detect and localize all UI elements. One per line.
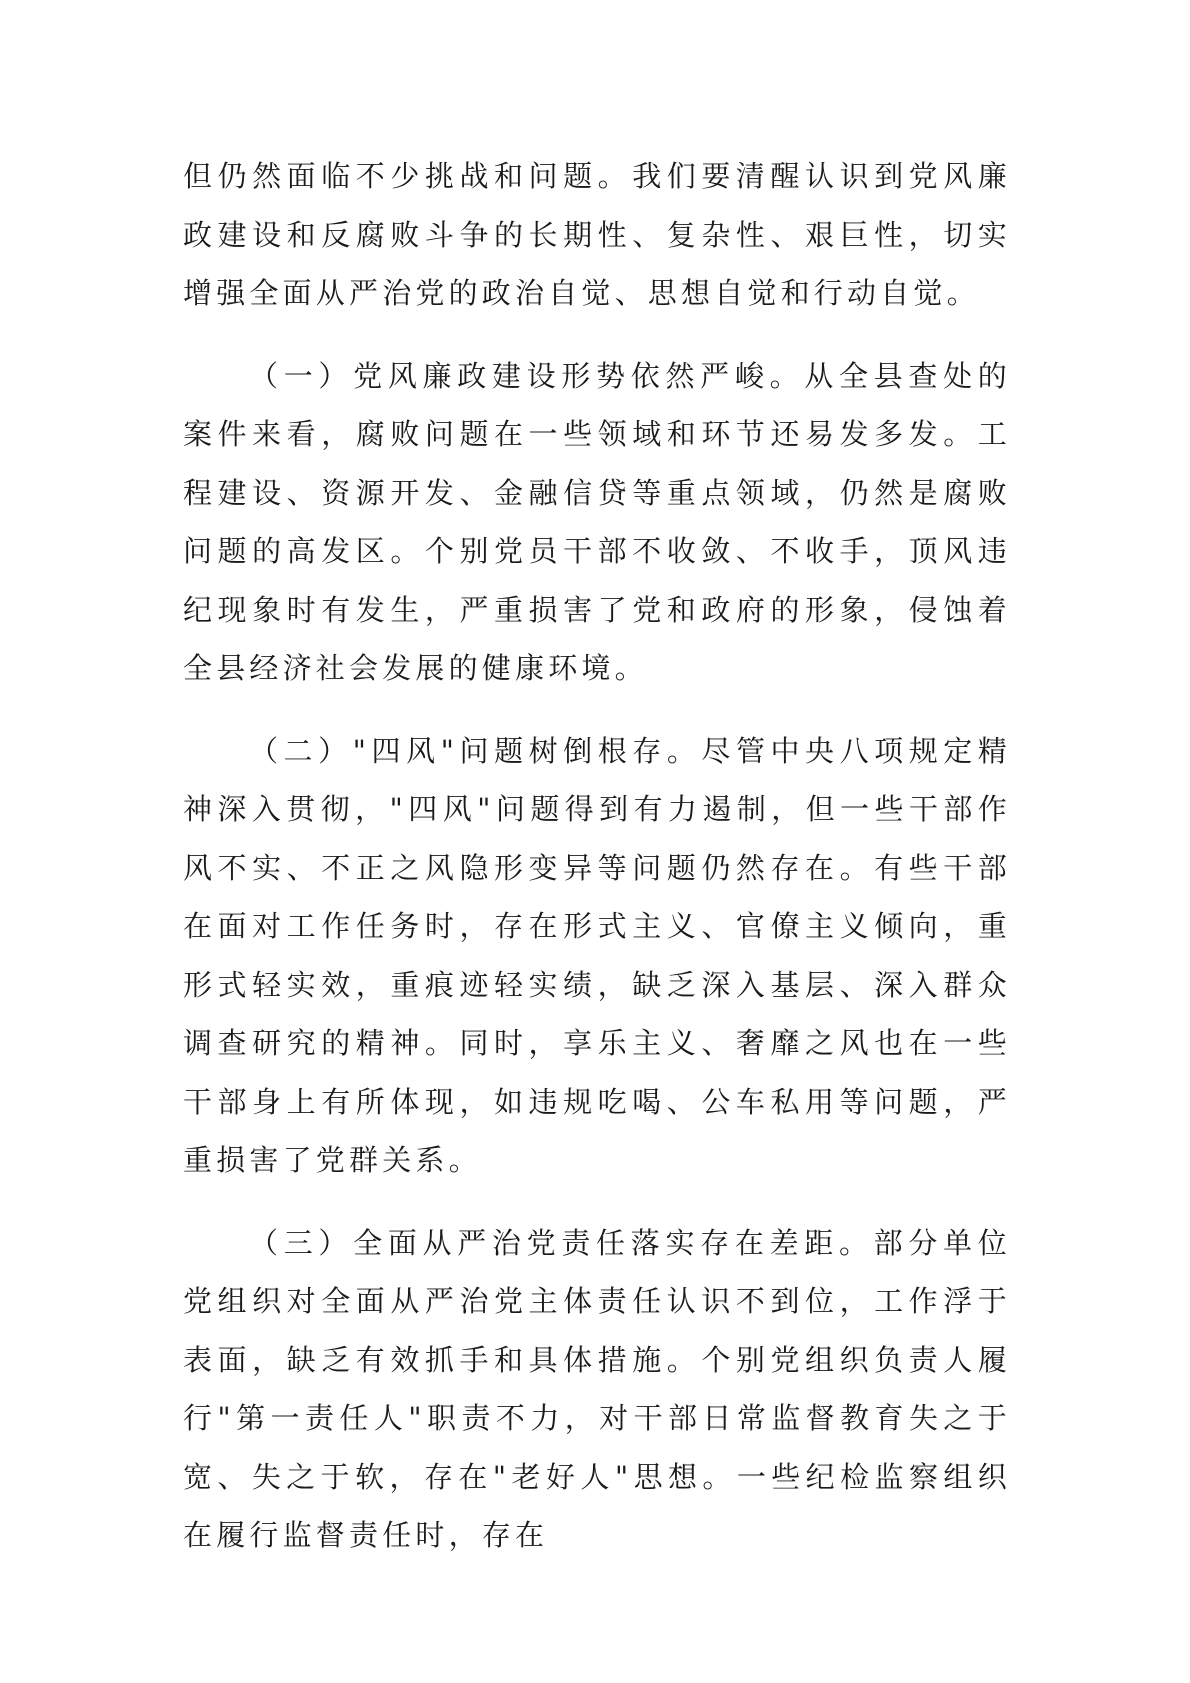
paragraph-section-3: （三）全面从严治党责任落实存在差距。部分单位党组织对全面从严治党主体责任认识不到位，工作浮于表面，缺乏有效抓手和具体措施。个别党组织负责人履行"第一责任人"职责不力，对干部日常监督教育失之于宽、失之于软，存在"老好人"思想。一些纪检监察组织在履行监督责任时，存在	[183, 1225, 1011, 1552]
paragraph-intro-continued: 但仍然面临不少挑战和问题。我们要清醒认识到党风廉政建设和反腐败斗争的长期性、复杂性、艰巨性，切实增强全面从严治党的政治自觉、思想自觉和行动自觉。	[183, 159, 1011, 310]
paragraph-section-1: （一）党风廉政建设形势依然严峻。从全县查处的案件来看，腐败问题在一些领域和环节还易发多发。工程建设、资源开发、金融信贷等重点领域，仍然是腐败问题的高发区。个别党员干部不收敛、不收手，顶风违纪现象时有发生，严重损害了党和政府的形象，侵蚀着全县经济社会发展的健康环境。	[183, 358, 1011, 685]
document-body	[183, 147, 1011, 1565]
paragraph-section-2: （二）"四风"问题树倒根存。尽管中央八项规定精神深入贯彻，"四风"问题得到有力遏制，但一些干部作风不实、不正之风隐形变异等问题仍然存在。有些干部在面对工作任务时，存在形式主义、官僚主义倾向，重形式轻实效，重痕迹轻实绩，缺乏深入基层、深入群众调查研究的精神。同时，享乐主义、奢靡之风也在一些干部身上有所体现，如违规吃喝、公车私用等问题，严重损害了党群关系。	[183, 733, 1011, 1177]
